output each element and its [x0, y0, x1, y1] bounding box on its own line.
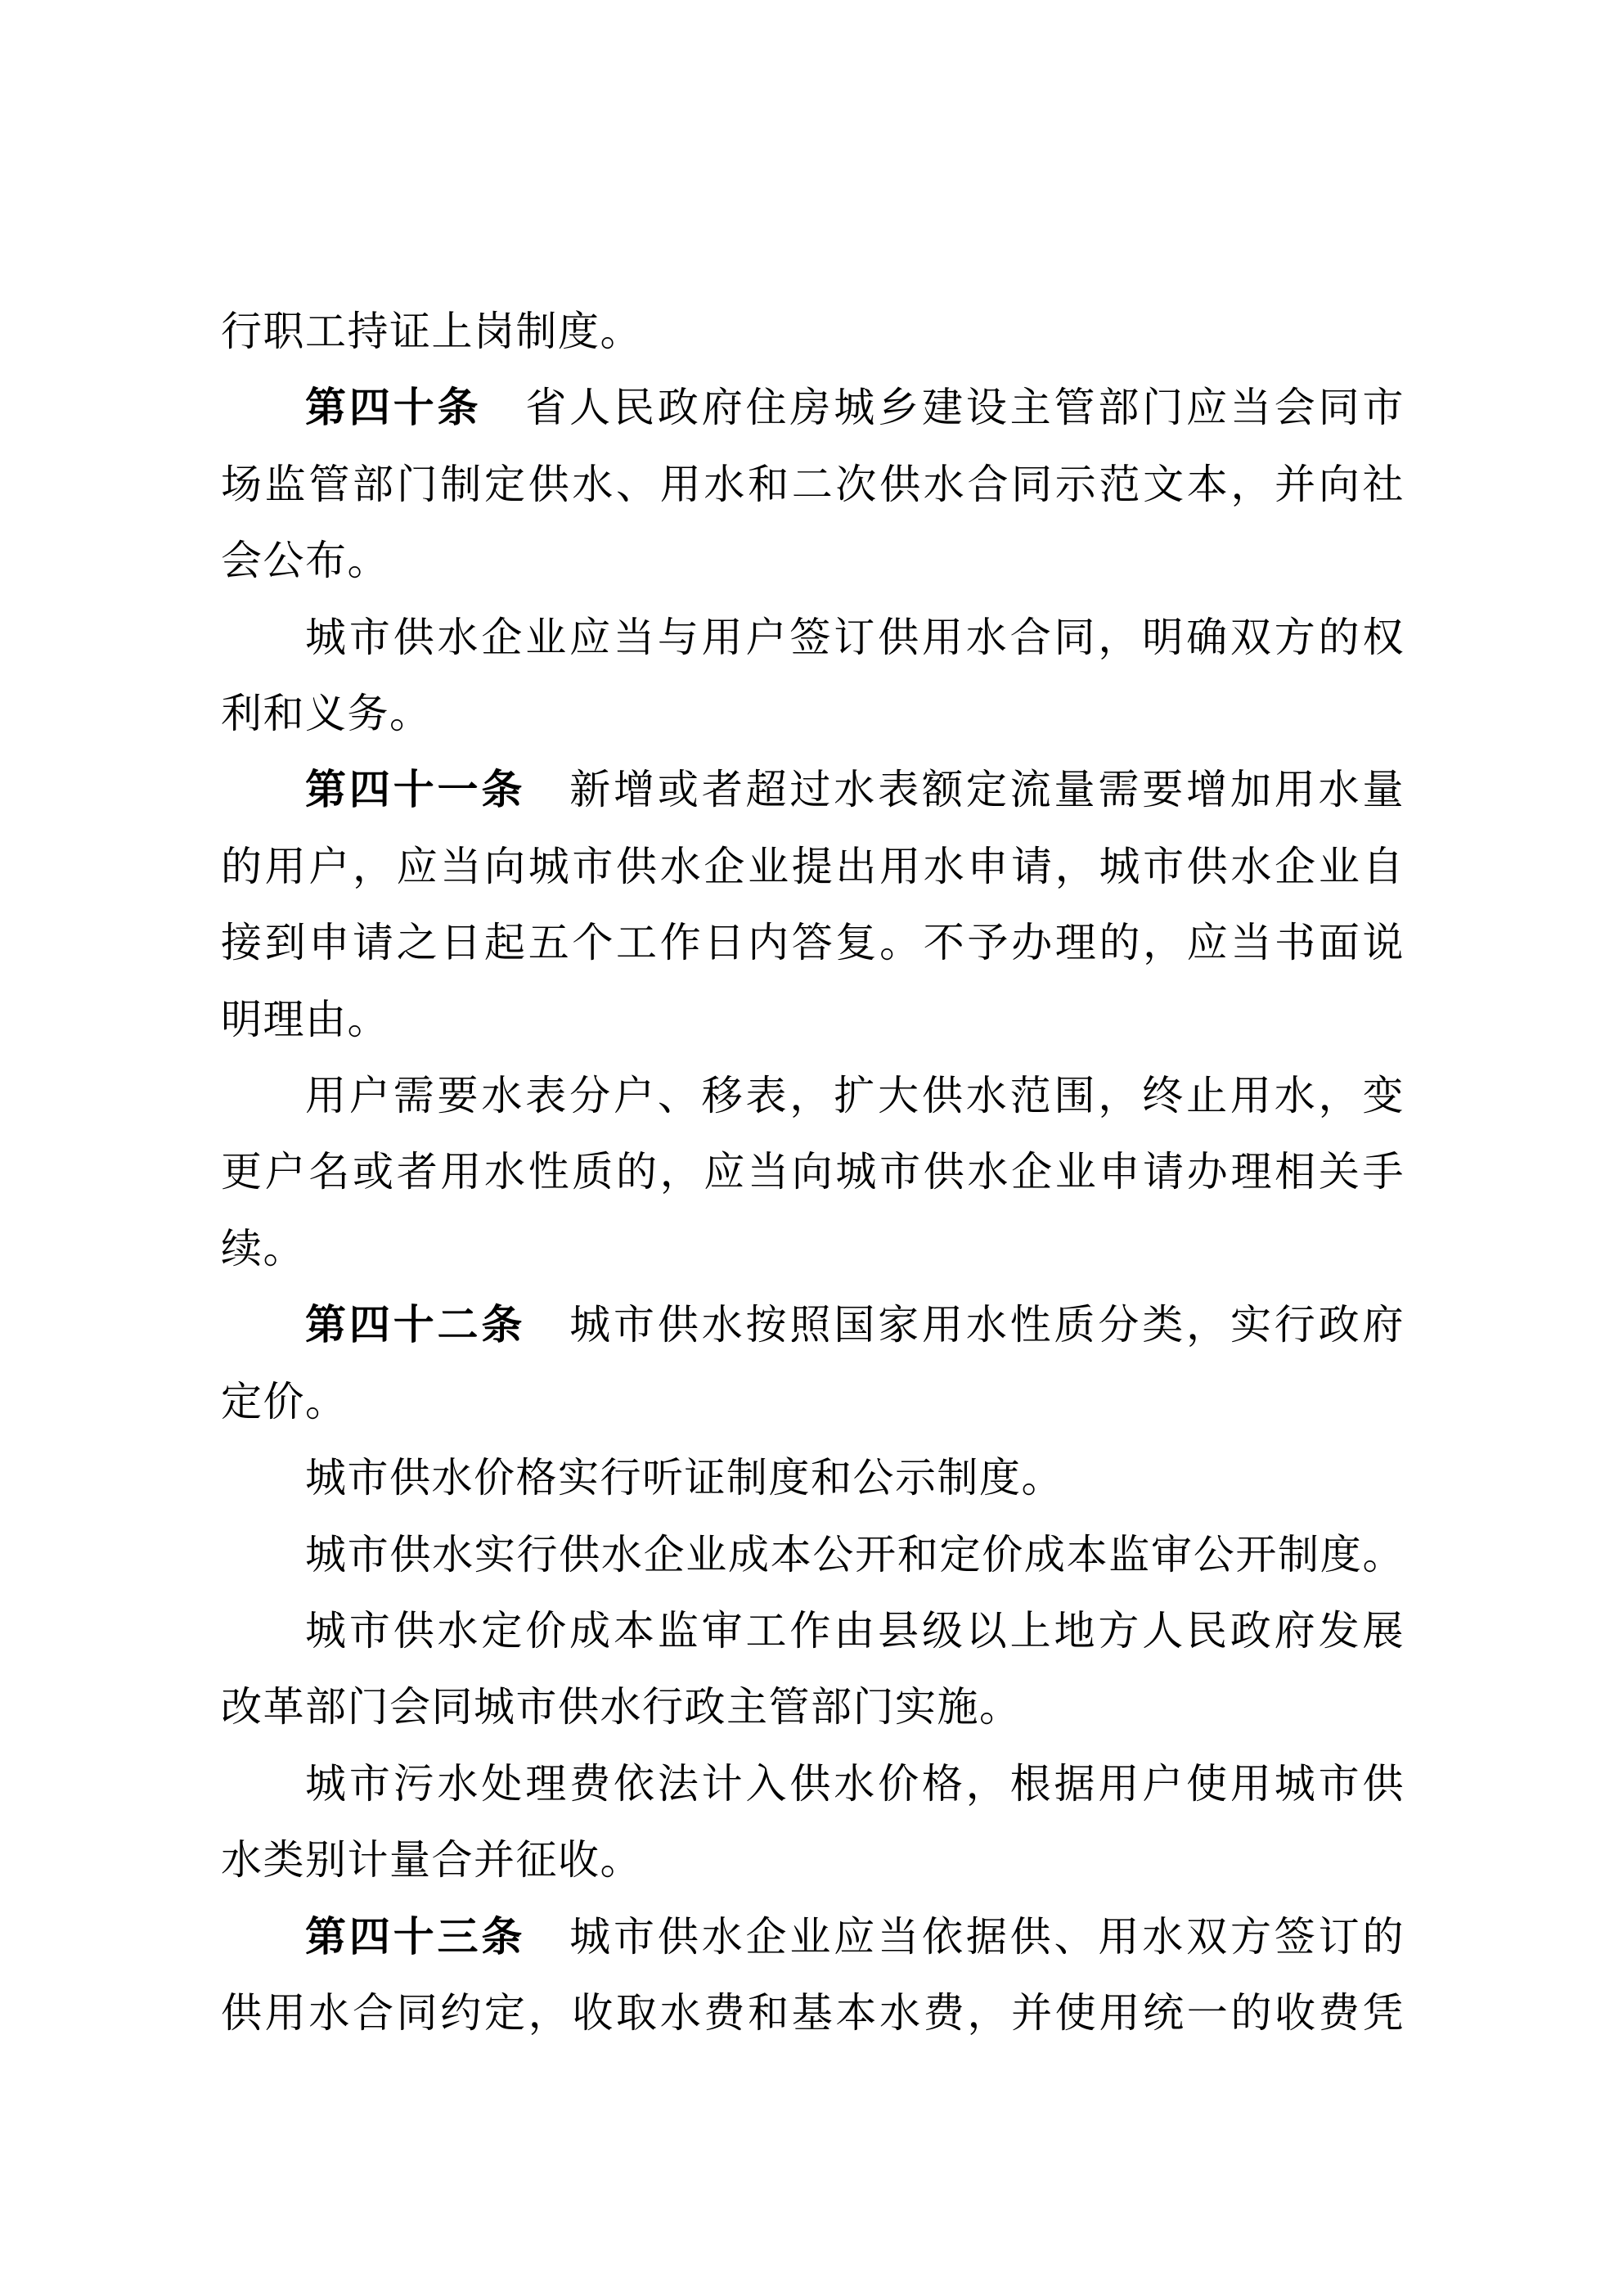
line-text: 城市供水企业应当依据供、用水双方签订的: [569, 1913, 1405, 1960]
line-text: 定价。: [221, 1378, 348, 1425]
text-line: [221, 600, 1405, 676]
article-number: 第四十一条: [305, 767, 526, 813]
line-text: 新增或者超过水表额定流量需要增加用水量: [569, 767, 1405, 813]
line-text: 供用水合同约定，收取水费和基本水费，并使用统一的收费凭: [221, 1989, 1405, 2036]
text-line: [221, 523, 1405, 599]
line-text: 水类别计量合并征收。: [221, 1837, 642, 1884]
article-number: 第四十三条: [305, 1913, 526, 1960]
text-line: [221, 447, 1405, 523]
line-text: 场监管部门制定供水、用水和二次供水合同示范文本，并向社: [221, 461, 1405, 507]
line-text: 的用户，应当向城市供水企业提出用水申请，城市供水企业自: [221, 843, 1405, 889]
line-text: 省人民政府住房城乡建设主管部门应当会同市: [525, 385, 1405, 431]
line-text: 城市供水实行供水企业成本公开和定价成本监审公开制度。: [305, 1531, 1405, 1578]
text-line: [221, 1211, 1405, 1287]
line-text: 明理由。: [221, 996, 389, 1042]
text-line: [221, 1287, 1405, 1363]
text-line: [221, 294, 1405, 370]
line-text: 更户名或者用水性质的，应当向城市供水企业申请办理相关手: [221, 1149, 1405, 1195]
article-number: 第四十二条: [305, 1302, 526, 1348]
line-text: 利和义务。: [221, 691, 432, 737]
text-line: [221, 1134, 1405, 1210]
line-text: 城市供水企业应当与用户签订供用水合同，明确双方的权: [305, 614, 1405, 660]
line-text: 城市供水价格实行听证制度和公示制度。: [305, 1455, 1063, 1501]
line-text: 城市供水按照国家用水性质分类，实行政府: [569, 1302, 1405, 1348]
line-text: 接到申请之日起五个工作日内答复。不予办理的，应当书面说: [221, 920, 1405, 966]
text-line: [221, 1746, 1405, 1822]
line-text: 用户需要水表分户、移表，扩大供水范围，终止用水，变: [305, 1073, 1405, 1119]
text-line: [221, 676, 1405, 752]
text-line: [221, 1440, 1405, 1516]
text-line: [221, 1669, 1405, 1745]
line-text: 行职工持证上岗制度。: [221, 308, 642, 354]
text-line: [221, 829, 1405, 905]
text-line: [221, 752, 1405, 828]
text-block: [221, 294, 1405, 2051]
text-line: [221, 370, 1405, 446]
line-text: 续。: [221, 1225, 305, 1272]
text-line: [221, 1822, 1405, 1898]
text-line: [221, 1899, 1405, 1975]
line-text: 城市供水定价成本监审工作由县级以上地方人民政府发展: [305, 1607, 1405, 1654]
text-line: [221, 1975, 1405, 2051]
text-line: [221, 1517, 1405, 1593]
text-line: [221, 1364, 1405, 1440]
text-line: [221, 905, 1405, 981]
line-text: 城市污水处理费依法计入供水价格，根据用户使用城市供: [305, 1760, 1405, 1807]
article-number: 第四十条: [305, 385, 482, 431]
text-line: [221, 982, 1405, 1058]
line-text: 改革部门会同城市供水行政主管部门实施。: [221, 1684, 1022, 1731]
text-line: [221, 1593, 1405, 1669]
line-text: 会公布。: [221, 538, 389, 584]
text-line: [221, 1058, 1405, 1134]
